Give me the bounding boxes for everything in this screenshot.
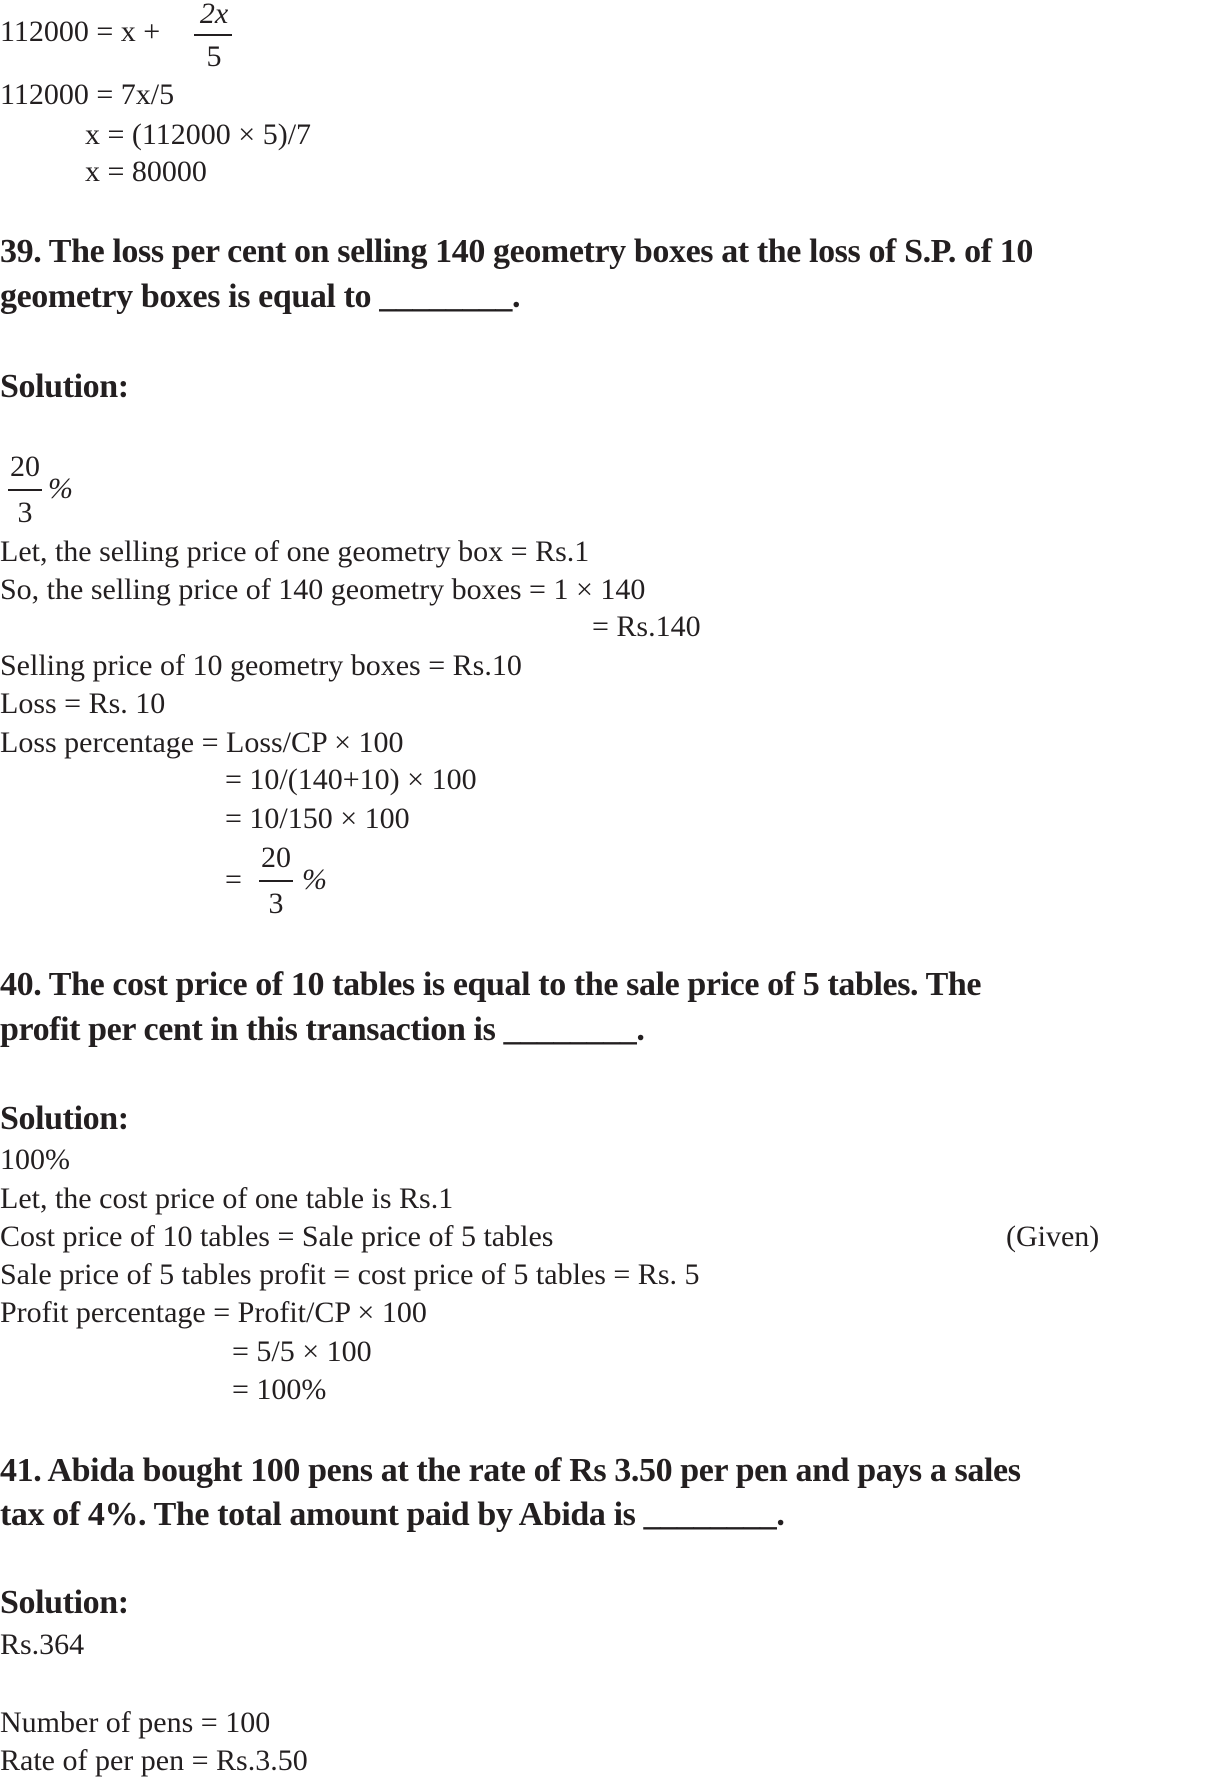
solution-step: Sale price of 5 tables profit = cost price of 5 tables = Rs. 5 xyxy=(0,1258,700,1291)
solution-step: So, the selling price of 140 geometry boxes = 1 × 140 xyxy=(0,573,646,606)
equation-line: x = 80000 xyxy=(85,155,207,188)
solution-step: Loss = Rs. 10 xyxy=(0,687,166,720)
answer: Rs.364 xyxy=(0,1628,85,1661)
solution-step: = Rs.140 xyxy=(592,610,701,643)
equation-line: x = (112000 × 5)/7 xyxy=(85,118,312,151)
solution-heading: Solution: xyxy=(0,1100,129,1137)
solution-heading: Solution: xyxy=(0,1584,129,1621)
question-39-text: geometry boxes is equal to ________. xyxy=(0,278,521,315)
solution-step: Rate of per pen = Rs.3.50 xyxy=(0,1744,308,1777)
final-equals: = xyxy=(225,863,242,896)
solution-step: Loss percentage = Loss/CP × 100 xyxy=(0,726,404,759)
fraction-numerator: 2x xyxy=(199,0,229,30)
solution-step: = 10/(140+10) × 100 xyxy=(225,763,477,796)
answer-denominator: 3 xyxy=(17,496,33,529)
question-40-text: 40. The cost price of 10 tables is equal to the sale price of 5 tables. The xyxy=(0,966,982,1003)
solution-heading: Solution: xyxy=(0,368,129,405)
solution-step: Let, the selling price of one geometry box = Rs.1 xyxy=(0,535,590,568)
solution-step: = 100% xyxy=(232,1373,327,1406)
answer-unit: % xyxy=(48,472,73,505)
solution-step: = 5/5 × 100 xyxy=(232,1335,372,1368)
answer: 100% xyxy=(0,1143,70,1176)
given-note: (Given) xyxy=(1006,1220,1100,1253)
solution-step: Cost price of 10 tables = Sale price of 5 tables xyxy=(0,1220,554,1253)
fraction-bar xyxy=(8,489,42,491)
question-40-text: profit per cent in this transaction is ________. xyxy=(0,1011,645,1048)
fraction-denominator: 5 xyxy=(206,40,222,73)
solution-step: Profit percentage = Profit/CP × 100 xyxy=(0,1296,427,1329)
final-denominator: 3 xyxy=(268,887,284,920)
question-41-text: 41. Abida bought 100 pens at the rate of Rs 3.50 per pen and pays a sales xyxy=(0,1452,1021,1489)
equation-line: 112000 = 7x/5 xyxy=(0,78,175,111)
question-41-text: tax of 4%. The total amount paid by Abida is ________. xyxy=(0,1496,785,1533)
solution-step: Number of pens = 100 xyxy=(0,1706,271,1739)
solution-step: Let, the cost price of one table is Rs.1 xyxy=(0,1182,454,1215)
fraction-bar xyxy=(194,34,232,36)
equation-line: 112000 = x + xyxy=(0,15,161,48)
final-numerator: 20 xyxy=(261,841,291,874)
answer-numerator: 20 xyxy=(10,450,40,483)
question-39-text: 39. The loss per cent on selling 140 geometry boxes at the loss of S.P. of 10 xyxy=(0,233,1033,270)
final-unit: % xyxy=(302,863,327,896)
solution-step: = 10/150 × 100 xyxy=(225,802,410,835)
solution-step: Selling price of 10 geometry boxes = Rs.10 xyxy=(0,649,522,682)
fraction-bar xyxy=(259,880,293,882)
